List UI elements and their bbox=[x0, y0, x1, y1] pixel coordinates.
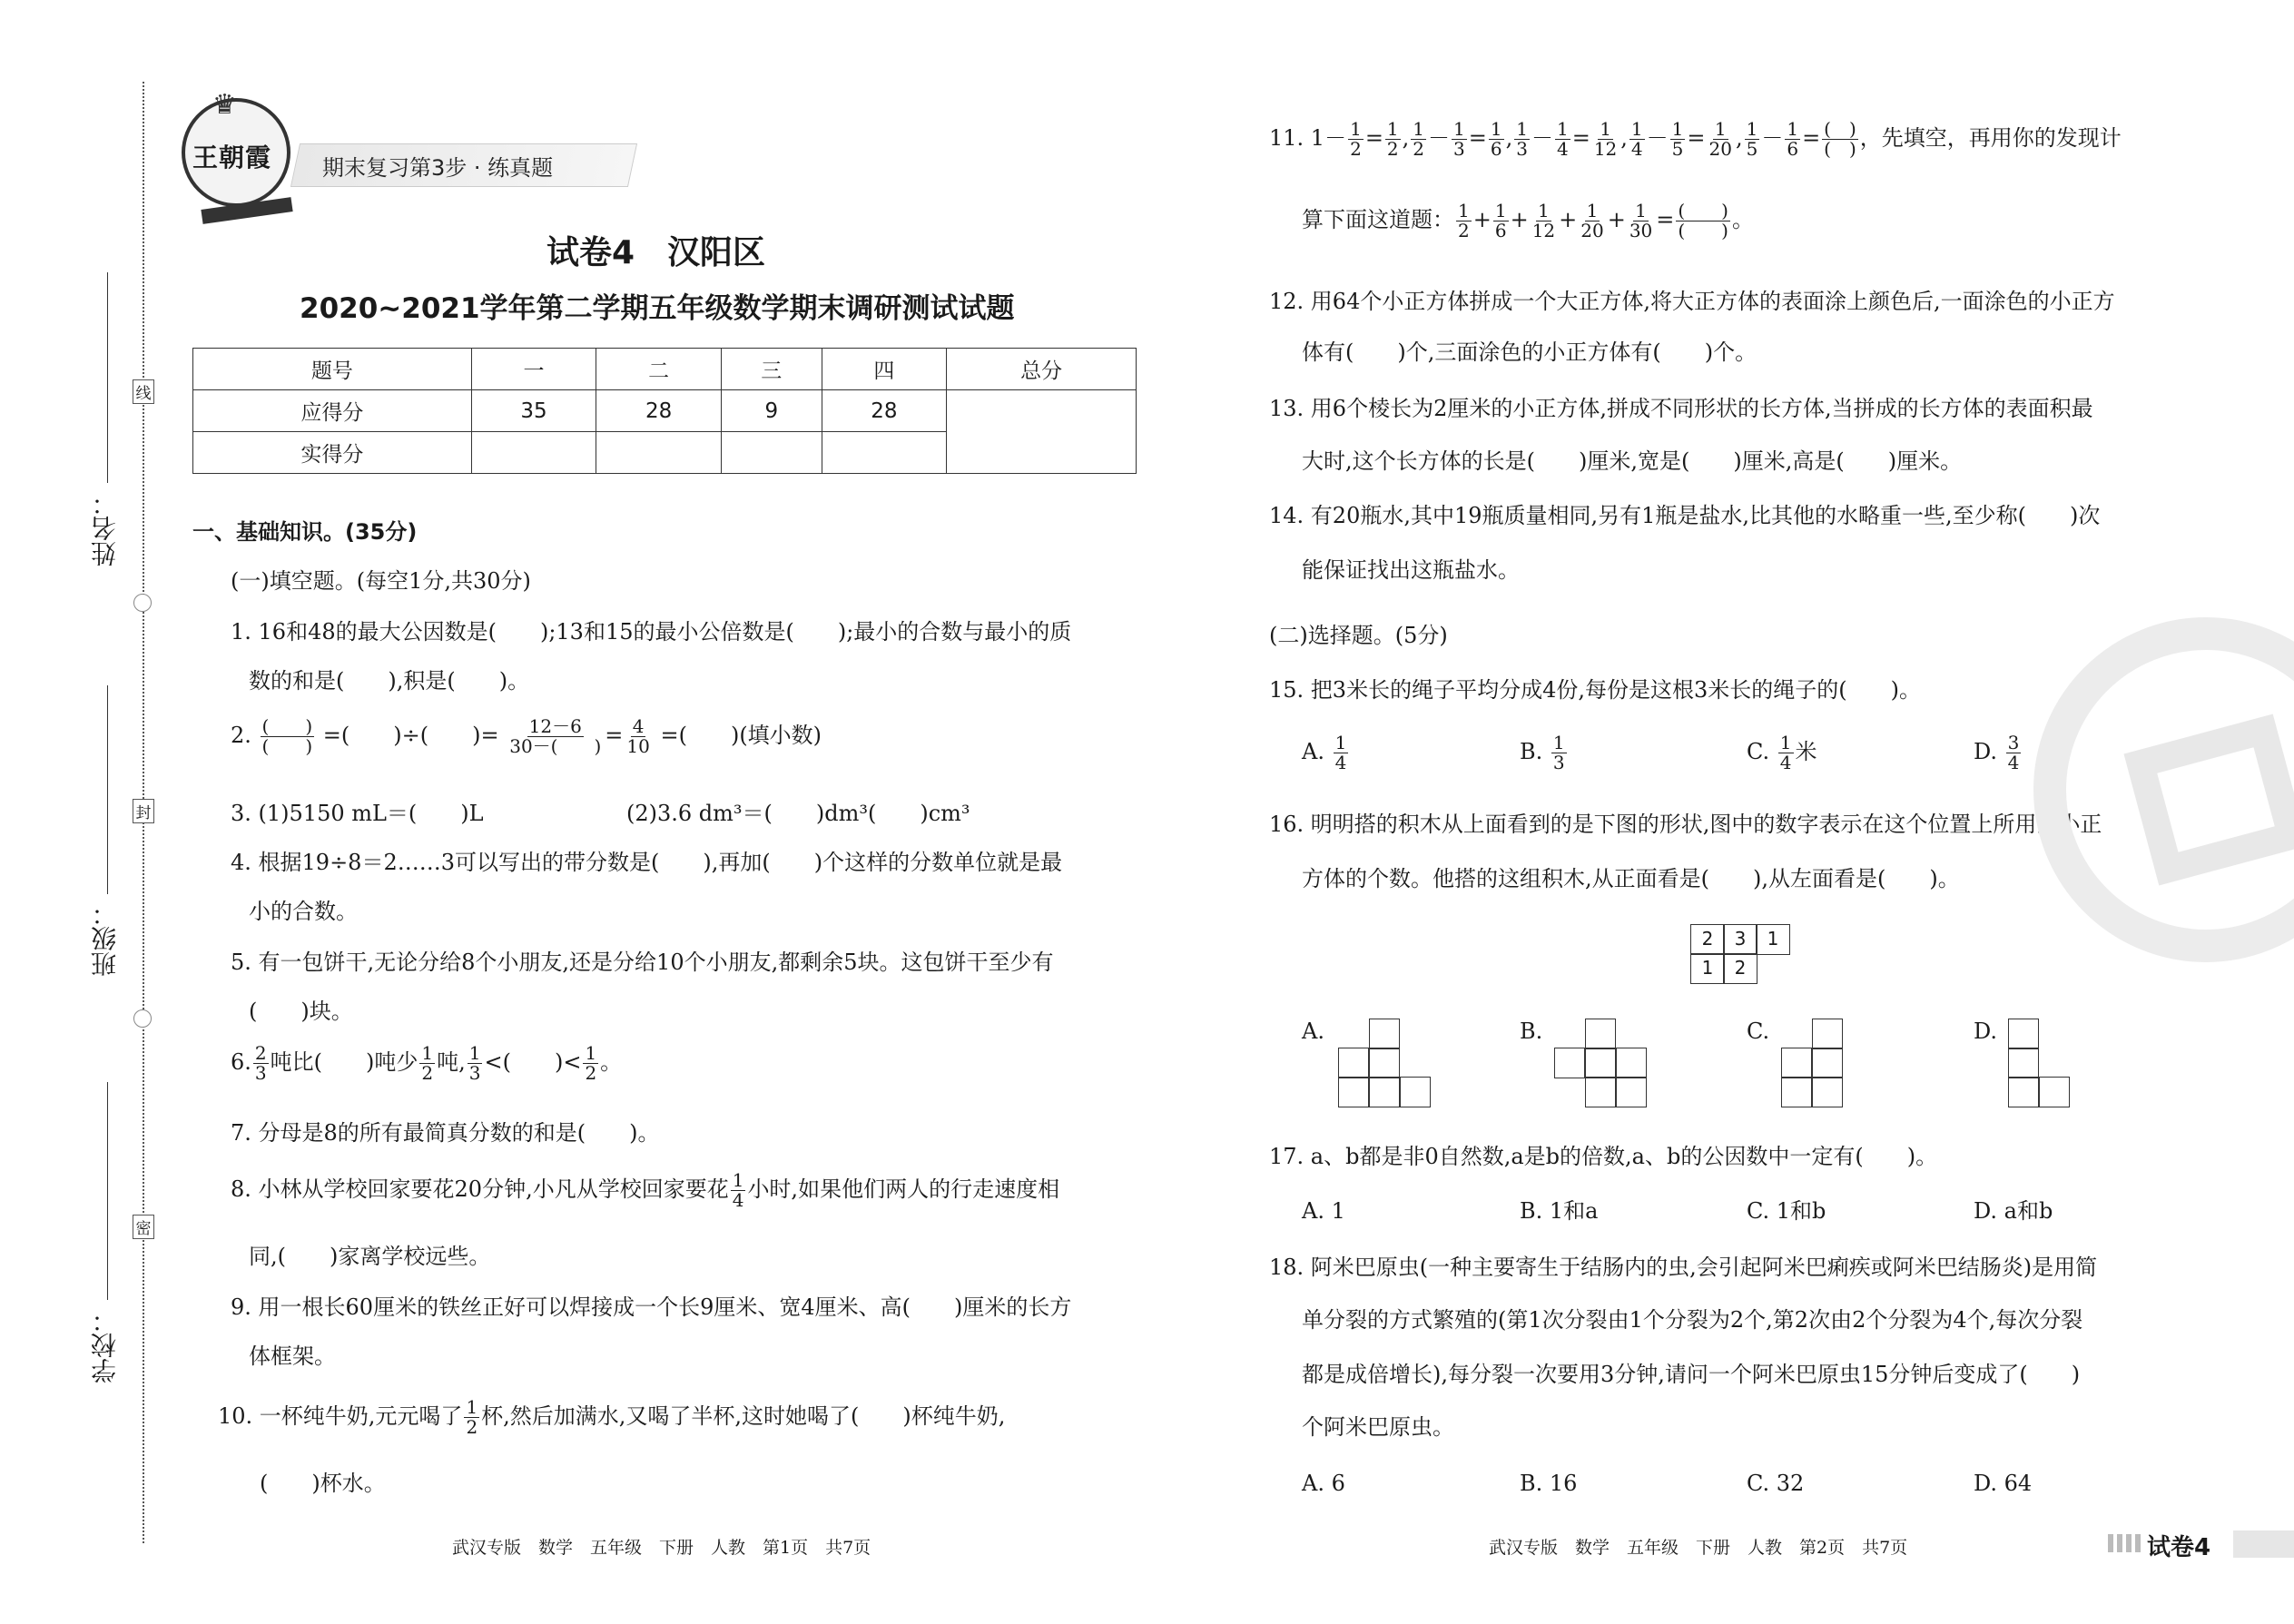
denominator: 6 bbox=[1490, 138, 1502, 160]
score-header: 一 bbox=[471, 349, 596, 390]
name-line[interactable] bbox=[107, 272, 108, 483]
numerator: 3 bbox=[2007, 732, 2020, 753]
score-input[interactable] bbox=[822, 432, 947, 474]
denominator: 3 bbox=[1552, 752, 1565, 773]
q6-text: 吨, bbox=[437, 1049, 466, 1075]
q6-num: 6. bbox=[231, 1049, 251, 1075]
operator: = bbox=[1571, 125, 1590, 151]
question-5-cont: ( )块。 bbox=[249, 999, 353, 1024]
footer-left: 武汉专版 数学 五年级 下册 人教 第1页 共7页 bbox=[452, 1538, 871, 1558]
numerator: 1 bbox=[1600, 118, 1611, 140]
page-title: 试卷4 汉阳区 bbox=[546, 234, 766, 271]
option-label: D. bbox=[1974, 739, 1998, 764]
denominator: 2 bbox=[1350, 138, 1362, 160]
denominator: 4 bbox=[1334, 752, 1347, 773]
option-label: C. bbox=[1747, 739, 1770, 764]
fraction bbox=[1411, 120, 1426, 159]
score-cell: 应得分 bbox=[193, 390, 472, 432]
numerator: 1 bbox=[1671, 118, 1684, 140]
numerator: 1 bbox=[1714, 118, 1727, 140]
q15-option-c[interactable] bbox=[1747, 733, 1817, 773]
footer-tag: 试卷4 bbox=[2147, 1534, 2211, 1561]
question-12-cont: 体有( )个,三面涂色的小正方体有( )个。 bbox=[1302, 340, 1757, 365]
numerator: 1 bbox=[1334, 732, 1347, 753]
q16-option-d-label[interactable]: D. bbox=[1974, 1019, 1998, 1044]
cube bbox=[1781, 1048, 1812, 1078]
fraction bbox=[1456, 202, 1472, 241]
numerator: 1 bbox=[1413, 118, 1425, 140]
cube bbox=[1781, 1077, 1812, 1107]
cube bbox=[1369, 1048, 1400, 1078]
question-3b: (2)3.6 dm³＝( )dm³( )cm³ bbox=[626, 801, 970, 826]
denominator: 5 bbox=[1746, 138, 1758, 160]
numerator: 1 bbox=[1779, 732, 1792, 753]
score-header: 四 bbox=[822, 349, 947, 390]
denominator: 3 bbox=[254, 1062, 267, 1084]
question-14: 14. 有20瓶水,其中19瓶质量相同,另有1瓶是盐水,比其他的水略重一些,至少称( )次 bbox=[1269, 503, 2101, 528]
operator: = bbox=[1802, 125, 1821, 151]
fraction bbox=[1514, 120, 1530, 159]
denominator: 3 bbox=[468, 1062, 481, 1084]
numerator: ( ) bbox=[1678, 200, 1728, 221]
score-header: 二 bbox=[596, 349, 722, 390]
denominator: 4 bbox=[1556, 138, 1569, 160]
fraction bbox=[731, 1171, 746, 1210]
question-4: 4. 根据19÷8＝2……3可以写出的带分数是( ),再加( )个这样的分数单位就是最 bbox=[231, 850, 1063, 875]
fraction bbox=[464, 1398, 479, 1437]
operator: － bbox=[1428, 125, 1451, 151]
denominator: 4 bbox=[1630, 138, 1643, 160]
fraction bbox=[1489, 120, 1504, 159]
operator: － bbox=[1531, 125, 1553, 151]
grid-cell: 2 bbox=[1723, 953, 1757, 984]
score-table bbox=[192, 348, 1137, 474]
footer-right: 武汉专版 数学 五年级 下册 人教 第2页 共7页 bbox=[1489, 1538, 1908, 1558]
q18-option-b[interactable]: B. 16 bbox=[1520, 1471, 1578, 1496]
question-8-cont: 同,( )家离学校远些。 bbox=[249, 1244, 491, 1269]
margin-mark-seal: 封 bbox=[133, 799, 154, 823]
unit: 米 bbox=[1795, 739, 1817, 764]
q6-text: <( )< bbox=[484, 1049, 582, 1075]
cube bbox=[1616, 1077, 1647, 1107]
q10-text: 10. 一杯纯牛奶,元元喝了 bbox=[218, 1403, 463, 1429]
operator: － bbox=[1761, 125, 1784, 151]
cube bbox=[1369, 1077, 1400, 1107]
question-10-cont: ( )杯水。 bbox=[260, 1471, 386, 1496]
fraction bbox=[507, 717, 603, 756]
fraction bbox=[1531, 202, 1557, 241]
score-cell: 28 bbox=[596, 390, 722, 432]
numerator: 1 bbox=[468, 1042, 481, 1064]
operator: = bbox=[1468, 125, 1487, 151]
q11-text: ，先填空，再用你的发现计 bbox=[1859, 125, 2122, 151]
grid-cell: 3 bbox=[1723, 924, 1757, 955]
fraction bbox=[1348, 120, 1364, 159]
question-13: 13. 用6个棱长为2厘米的小正方体,拼成不同形状的长方体,当拼成的长方体的表面积最 bbox=[1269, 396, 2093, 421]
q15-option-d[interactable] bbox=[1974, 733, 2023, 773]
fraction bbox=[1385, 120, 1401, 159]
question-18-cont: 都是成倍增长),每分裂一次要用3分钟,请问一个阿米巴原虫15分钟后变成了( ) bbox=[1302, 1362, 2081, 1387]
q16-option-a-label[interactable]: A. bbox=[1302, 1019, 1324, 1044]
question-1: 1. 16和48的最大公因数是( );13和15的最小公倍数是( );最小的合数与最小的质 bbox=[231, 619, 1072, 645]
class-line[interactable] bbox=[107, 685, 108, 894]
numerator: 1 bbox=[1490, 118, 1502, 140]
fraction bbox=[1785, 120, 1800, 159]
watermark-shape-icon bbox=[2123, 714, 2294, 886]
score-input[interactable] bbox=[721, 432, 822, 474]
q2-text: =( )÷( )= bbox=[322, 723, 499, 748]
score-cell: 35 bbox=[471, 390, 596, 432]
numerator: 1 bbox=[1538, 200, 1550, 221]
numerator: 1 bbox=[1494, 200, 1507, 221]
denominator: 2 bbox=[585, 1062, 597, 1084]
class-label: 班级： bbox=[90, 901, 120, 977]
fraction bbox=[2006, 733, 2022, 773]
score-cell: 28 bbox=[822, 390, 947, 432]
fraction bbox=[468, 1044, 483, 1083]
score-header: 题号 bbox=[193, 349, 472, 390]
margin-mark-line: 线 bbox=[133, 379, 154, 404]
fraction bbox=[1629, 120, 1645, 159]
cube bbox=[2008, 1077, 2039, 1107]
margin-dot bbox=[133, 1009, 152, 1028]
question-1-cont: 数的和是( ),积是( )。 bbox=[249, 668, 530, 694]
score-input[interactable] bbox=[596, 432, 722, 474]
q6-text: 。 bbox=[600, 1049, 623, 1075]
numerator: 1 bbox=[1635, 200, 1647, 221]
fraction bbox=[1778, 733, 1794, 773]
denominator: 30 bbox=[1629, 220, 1653, 241]
question-14-cont: 能保证找出这瓶盐水。 bbox=[1302, 557, 1520, 583]
question-9-cont: 体框架。 bbox=[249, 1343, 336, 1369]
cube bbox=[1812, 1077, 1843, 1107]
q17-option-b[interactable]: B. 1和a bbox=[1520, 1198, 1599, 1224]
cube bbox=[2008, 1019, 2039, 1049]
answer-fraction bbox=[1676, 202, 1730, 241]
fraction bbox=[1551, 733, 1567, 773]
fraction bbox=[625, 717, 651, 756]
grid-cell: 1 bbox=[1690, 953, 1725, 984]
cube bbox=[1338, 1048, 1369, 1078]
q11-text: 算下面这道题： bbox=[1302, 207, 1454, 232]
denominator: 30－( ) bbox=[509, 735, 602, 757]
score-header: 总分 bbox=[947, 349, 1137, 390]
fraction bbox=[1592, 120, 1619, 159]
question-10 bbox=[218, 1398, 1005, 1437]
question-16-cont: 方体的个数。他搭的这组积木,从正面看是( ),从左面看是( )。 bbox=[1302, 866, 1960, 891]
numerator: 1 bbox=[1552, 732, 1565, 753]
numerator: 1 bbox=[732, 1169, 744, 1191]
cube bbox=[1369, 1019, 1400, 1049]
page-subtitle: 2020~2021学年第二学期五年级数学期末调研测试试题 bbox=[300, 292, 1015, 325]
q8-text: 小时,如果他们两人的行走速度相 bbox=[747, 1176, 1060, 1202]
score-header: 三 bbox=[721, 349, 822, 390]
q10-text: 杯,然后加满水,又喝了半杯,这时她喝了( )杯纯牛奶, bbox=[481, 1403, 1006, 1429]
cube bbox=[1585, 1019, 1616, 1049]
numerator: 1 bbox=[1386, 118, 1399, 140]
question-3a: 3. (1)5150 mL＝( )L bbox=[231, 801, 484, 826]
denominator: 4 bbox=[2007, 752, 2020, 773]
numerator: 4 bbox=[632, 715, 645, 737]
fraction bbox=[419, 1044, 435, 1083]
question-9: 9. 用一根长60厘米的铁丝正好可以焊接成一个长9厘米、宽4厘米、高( )厘米的长方 bbox=[231, 1294, 1072, 1320]
logo-text: 王朝霞 bbox=[192, 143, 272, 172]
fraction bbox=[261, 717, 315, 756]
denominator: 6 bbox=[1787, 138, 1799, 160]
question-7: 7. 分母是8的所有最简真分数的和是( )。 bbox=[231, 1120, 660, 1146]
q15-option-a[interactable] bbox=[1302, 733, 1350, 773]
option-label: A. bbox=[1302, 739, 1324, 764]
fraction bbox=[1708, 120, 1734, 159]
question-5: 5. 有一包饼干,无论分给8个小朋友,还是分给10个小朋友,都剩余5块。这包饼干至少有 bbox=[231, 950, 1054, 975]
part-title: (二)选择题。(5分) bbox=[1269, 623, 1448, 648]
denominator: 2 bbox=[1413, 138, 1425, 160]
denominator: 2 bbox=[421, 1062, 434, 1084]
cube bbox=[1338, 1077, 1369, 1107]
numerator: 1 bbox=[1787, 118, 1799, 140]
numerator: 1 bbox=[585, 1042, 597, 1064]
denominator: ( ) bbox=[1824, 138, 1856, 160]
question-6 bbox=[231, 1044, 622, 1083]
q18-option-d[interactable]: D. 64 bbox=[1974, 1471, 2033, 1496]
numerator: 1 bbox=[1556, 118, 1569, 140]
question-16: 16. 明明搭的积木从上面看到的是下图的形状,图中的数字表示在这个位置上所用的小正 bbox=[1269, 812, 2102, 837]
numerator: 2 bbox=[254, 1042, 267, 1064]
q18-option-a[interactable]: A. 6 bbox=[1302, 1471, 1345, 1496]
fraction bbox=[1628, 202, 1654, 241]
question-15: 15. 把3米长的绳子平均分成4份,每份是这根3米长的绳子的( )。 bbox=[1269, 677, 1921, 703]
option-label: B. bbox=[1520, 739, 1543, 764]
question-8 bbox=[231, 1171, 1059, 1210]
watermark-seal-icon bbox=[2033, 617, 2294, 962]
margin-mark-secret: 密 bbox=[133, 1215, 154, 1239]
part-title: (一)填空题。(每空1分,共30分) bbox=[231, 568, 531, 594]
q17-option-c[interactable]: C. 1和b bbox=[1747, 1198, 1826, 1224]
question-17: 17. a、b都是非0自然数,a是b的倍数,a、b的公因数中一定有( )。 bbox=[1269, 1144, 1938, 1169]
question-18-cont: 单分裂的方式繁殖的(第1次分裂由1个分裂为2个,第2次由2个分裂为4个,每次分裂 bbox=[1302, 1307, 2083, 1333]
question-11-cont: 算下面这道题： $\frac{1}{2}$ + $\frac{1}{6}$ + $\frac{1}{12}$ + $\frac{1}{20}$ + $\frac{1}{30}$ = $\frac{( )}{( )}$ 。 bbox=[1302, 200, 1754, 241]
fraction bbox=[1579, 202, 1605, 241]
cube bbox=[1616, 1048, 1647, 1078]
q11-text: 。 bbox=[1731, 207, 1754, 232]
denominator: ( ) bbox=[261, 735, 313, 757]
fraction bbox=[1334, 733, 1349, 773]
cube bbox=[2039, 1077, 2070, 1107]
operator: = bbox=[1364, 125, 1383, 151]
q16-option-b-label[interactable]: B. bbox=[1520, 1019, 1543, 1044]
grid-cell: 2 bbox=[1690, 924, 1725, 955]
numerator: 1 bbox=[1453, 118, 1465, 140]
denominator: 2 bbox=[1458, 220, 1470, 241]
fraction bbox=[1555, 120, 1570, 159]
question-13-cont: 大时,这个长方体的长是( )厘米,宽是( )厘米,高是( )厘米。 bbox=[1302, 448, 1963, 474]
q17-option-a[interactable]: A. 1 bbox=[1302, 1198, 1345, 1224]
numerator: ( ) bbox=[1824, 118, 1856, 140]
question-4-cont: 小的合数。 bbox=[249, 899, 358, 924]
q2-num: 2. bbox=[231, 723, 251, 748]
denominator: 20 bbox=[1580, 220, 1604, 241]
total-score-cell[interactable] bbox=[947, 390, 1137, 474]
fraction bbox=[1493, 202, 1509, 241]
denominator: 3 bbox=[1516, 138, 1528, 160]
cube bbox=[1585, 1048, 1616, 1078]
grid-cell: 1 bbox=[1756, 924, 1790, 955]
footer-dots bbox=[2108, 1534, 2141, 1552]
question-12: 12. 用64个小正方体拼成一个大正方体,将大正方体的表面涂上颜色后,一面涂色的小正方 bbox=[1269, 289, 2115, 314]
numerator: 12－6 bbox=[528, 715, 582, 737]
operator: = bbox=[1656, 207, 1675, 232]
denominator: 4 bbox=[1779, 752, 1792, 773]
numerator: 1 bbox=[1586, 200, 1599, 221]
denominator: 5 bbox=[1671, 138, 1684, 160]
score-cell: 9 bbox=[721, 390, 822, 432]
school-label: 学校： bbox=[90, 1307, 120, 1383]
numerator: 1 bbox=[1746, 118, 1758, 140]
fraction bbox=[1452, 120, 1467, 159]
cube bbox=[1400, 1077, 1431, 1107]
denominator: 12 bbox=[1531, 220, 1556, 241]
name-label: 姓名： bbox=[90, 490, 120, 566]
denominator: 2 bbox=[466, 1416, 478, 1438]
question-18-cont: 个阿米巴原虫。 bbox=[1302, 1414, 1454, 1440]
denominator: 6 bbox=[1494, 220, 1507, 241]
numerator: 1 bbox=[1458, 200, 1470, 221]
denominator: 3 bbox=[1453, 138, 1465, 160]
denominator: ( ) bbox=[1678, 220, 1728, 241]
question-2: 2. $\frac{( )}{( )}$ =( )÷( )= $\frac{12-6}{30-( )}$ = $\frac{4}{10}$ =( )(填小数) bbox=[231, 715, 822, 757]
q8-text: 8. 小林从学校回家要花20分钟,小凡从学校回家要花 bbox=[231, 1176, 729, 1202]
numerator: 1 bbox=[1516, 118, 1528, 140]
cube bbox=[2008, 1048, 2039, 1078]
score-cell: 实得分 bbox=[193, 432, 472, 474]
numerator: 1 bbox=[421, 1042, 434, 1064]
operator: － bbox=[1646, 125, 1669, 151]
cube bbox=[1812, 1019, 1843, 1049]
q6-text: 吨比( )吨少 bbox=[270, 1049, 418, 1075]
fraction bbox=[1745, 120, 1760, 159]
answer-fraction bbox=[1822, 120, 1858, 159]
footer-bar bbox=[2233, 1530, 2294, 1558]
banner-text: 期末复习第3步 · 练真题 bbox=[322, 155, 554, 181]
school-line[interactable] bbox=[107, 1082, 108, 1300]
denominator: 12 bbox=[1593, 138, 1618, 160]
q15-option-b[interactable] bbox=[1520, 733, 1569, 773]
q17-option-d[interactable]: D. a和b bbox=[1974, 1198, 2053, 1224]
q16-option-c-label[interactable]: C. bbox=[1747, 1019, 1770, 1044]
fraction bbox=[253, 1044, 269, 1083]
margin-dot bbox=[133, 594, 152, 612]
question-11: 11. 1－ $\frac{1}{2}$ = $\frac{1}{2}$ , $\frac{1}{2}$ － $\frac{1}{3}$ = $\frac{1}{6}$ , $\frac{1}{3}$ － $\frac{1}{4}$ = $\frac{1}{12}$ , $\frac{1}{4}$ － $\frac{1}{5}$ = $\frac{1}{20}$ , $\frac{1}{5}$ － $\frac{1}{6}$ = $\frac{( )}{( )}$ ，先填空，再用你的发现计 bbox=[1269, 118, 2122, 160]
question-18: 18. 阿米巴原虫(一种主要寄生于结肠内的虫,会引起阿米巴痢疾或阿米巴结肠炎)是用简 bbox=[1269, 1255, 2098, 1280]
crown-icon: ♛ bbox=[212, 89, 237, 121]
denominator: 4 bbox=[732, 1189, 744, 1211]
denominator: 2 bbox=[1386, 138, 1399, 160]
q11-text: 11. 1－ bbox=[1269, 125, 1347, 151]
q2-text: =( )(填小数) bbox=[660, 723, 822, 748]
score-input[interactable] bbox=[471, 432, 596, 474]
numerator: ( ) bbox=[261, 715, 313, 737]
cube bbox=[1585, 1077, 1616, 1107]
q18-option-c[interactable]: C. 32 bbox=[1747, 1471, 1805, 1496]
cube bbox=[1812, 1048, 1843, 1078]
denominator: 10 bbox=[626, 735, 650, 757]
fraction bbox=[583, 1044, 598, 1083]
section-title: 一、基础知识。(35分) bbox=[192, 519, 418, 545]
numerator: 1 bbox=[466, 1396, 478, 1418]
cube bbox=[1554, 1048, 1585, 1078]
denominator: 20 bbox=[1708, 138, 1732, 160]
operator: = bbox=[1687, 125, 1706, 151]
fraction bbox=[1670, 120, 1686, 159]
brand-logo bbox=[182, 89, 290, 207]
numerator: 1 bbox=[1630, 118, 1643, 140]
numerator: 1 bbox=[1350, 118, 1362, 140]
